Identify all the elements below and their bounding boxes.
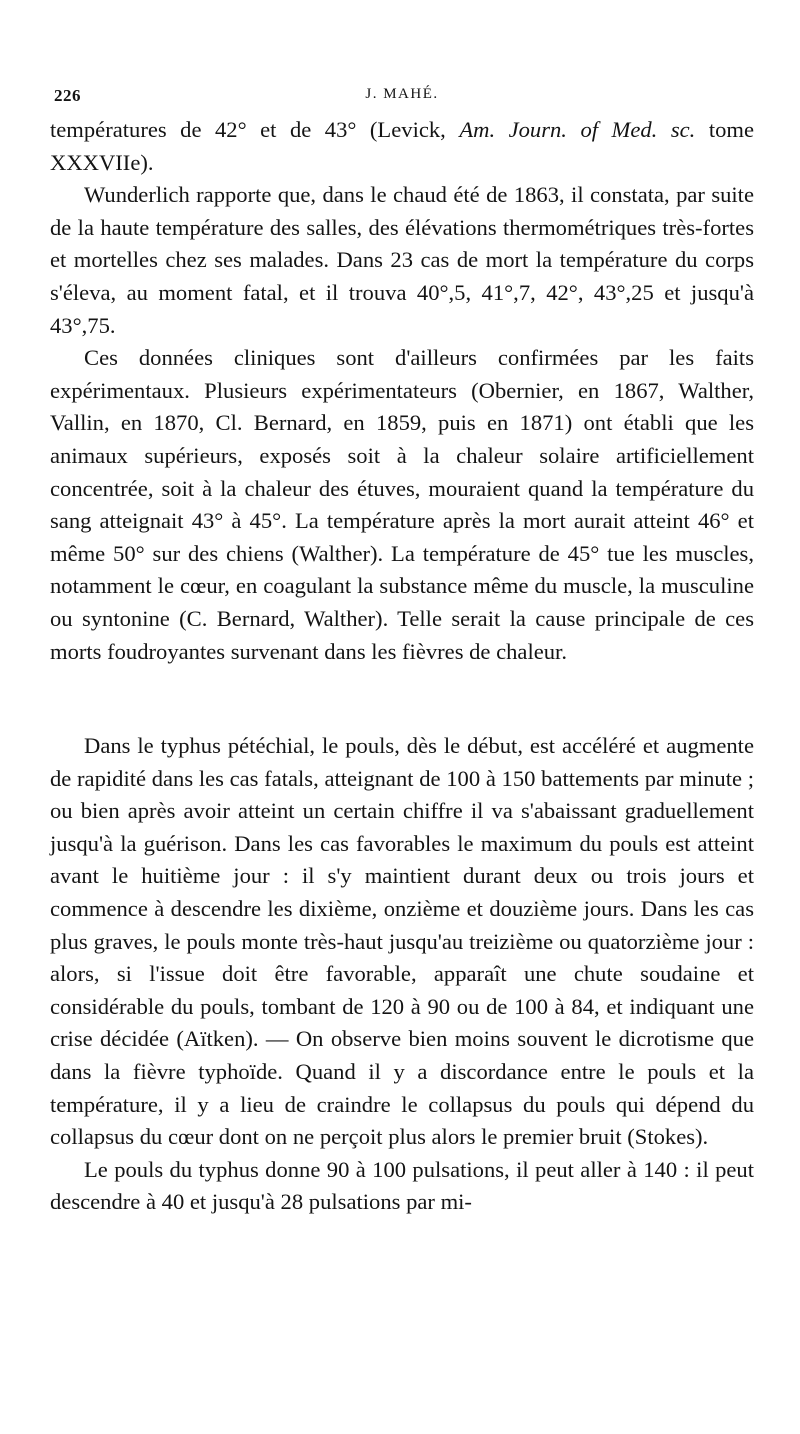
paragraph-continuation [50,114,754,179]
paragraph-experimental [50,342,754,668]
journal-title: Am. Journ. of Med. sc. [459,117,696,142]
text-run: tome XXXVIIe). [50,117,754,175]
text-run: Le pouls du typhus donne 90 à 100 pulsations, il peut aller à 140 : il peut descendre à 40 et jusqu'à 28 pulsations par mi- [50,1156,754,1215]
page [50,84,754,1219]
text-run: Ces données cliniques sont d'ailleurs confirmées par les faits expérimentaux. Plusieurs expérimentateurs (Obernier, en 1867, Walther, Vallin, en 1870, Cl. Bernard, en 1859, puis en 1871) ont établi que les animaux supérieurs, exposés soit à la chaleur solaire artificiellement concentrée, soit à la chaleur des étuves, mouraient quand la température du sang atteignait 43° à 45°. La température après la mort aurait atteint 46° et même 50° sur des chiens (Walther). La température de 45° tue les muscles, notamment le cœur, en coagulant la substance même du muscle, la musculine ou syntonine (C. Bernard, Walther). Telle serait la cause principale de ces morts foudroyantes survenant dans les fièvres de chaleur. [50,345,754,664]
paragraph-wunderlich [50,179,754,342]
paragraph-pulse-rates [50,1154,754,1219]
running-head-author: J. MAHÉ. [365,86,439,102]
text-run: Wunderlich rapporte que, dans le chaud été de 1863, il constata, par suite de la haute température des salles, des élévations thermométriques très-fortes et mortelles chez ses malades. Dans 23 cas de mort la température du corps s'éleva, au moment fatal, et il trouva 40°,5, 41°,7, 42°, 43°,25 et jusqu'à 43°,75. [50,182,754,338]
running-head [50,84,754,114]
text-run: Dans le typhus pétéchial, le pouls, dès le début, est accéléré et augmente de rapidité dans les cas fatals, atteignant de 100 à 150 battements par minute ; ou bien après avoir atteint un certain chiffre il va s'abaissant graduellement jusqu'à la guérison. Dans les cas favorables le maximum du pouls est atteint avant le huitième jour : il s'y maintient durant deux ou trois jours et commence à descendre les dixième, onzième et douzième jours. Dans les cas plus graves, le pouls monte très-haut jusqu'au treizième ou quatorzième jour : alors, si l'issue doit être favorable, apparaît une chute soudaine et considérable du pouls, tombant de 120 à 90 ou de 100 à 84, et indiquant une crise décidée (Aïtken). — On observe bien moins souvent le dicrotisme que dans la fièvre typhoïde. Quand il y a discordance entre le pouls et la température, il y a lieu de craindre le collapsus du pouls qui dépend du collapsus du cœur dont on ne perçoit plus alors le premier bruit (Stokes). [50,733,754,1150]
paragraph-typhus-pulse [50,730,754,1154]
section-gap [50,668,754,730]
page-number: 226 [54,86,81,105]
text-run: températures de 42° et de 43° (Levick, [50,117,460,142]
